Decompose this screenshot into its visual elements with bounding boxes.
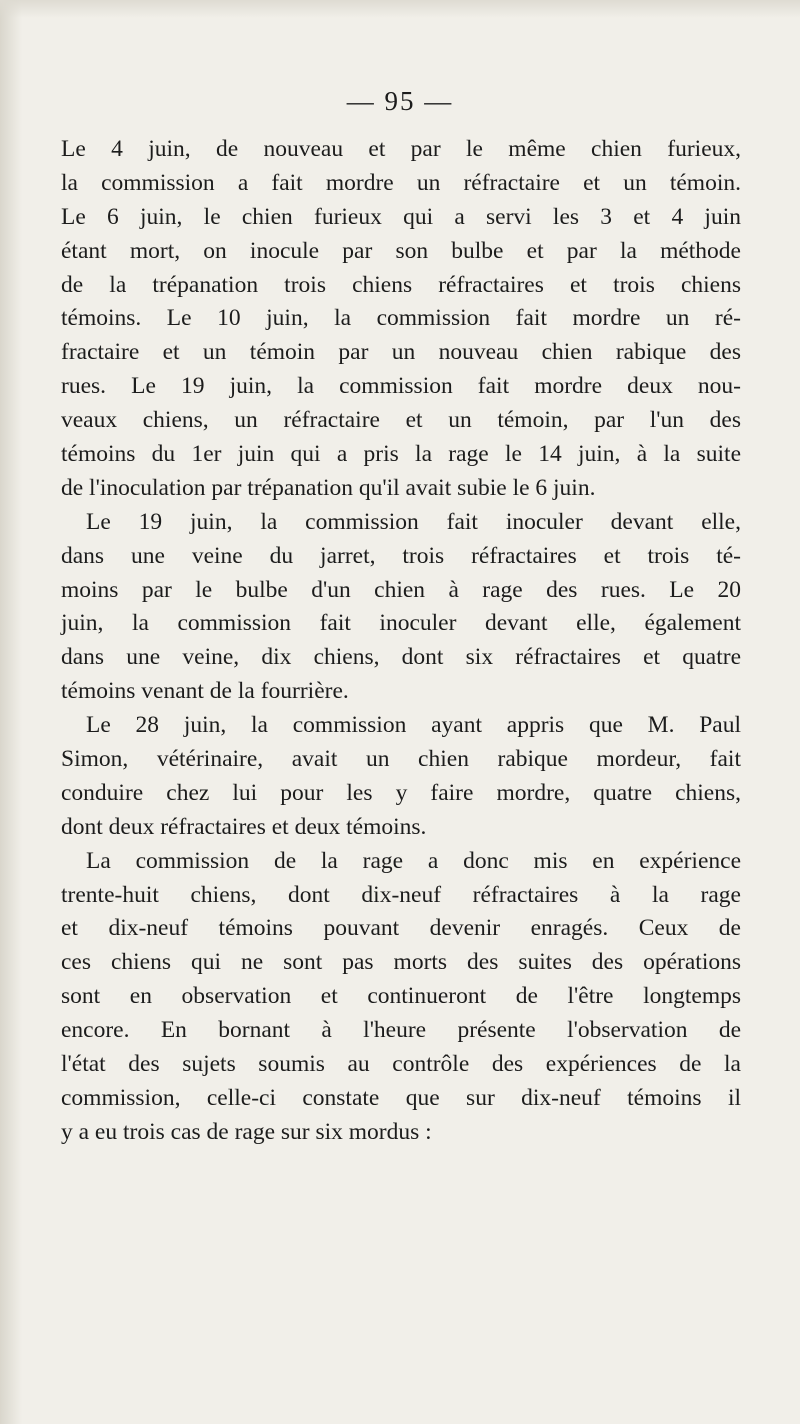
text-line: dans une veine, dix chiens, dont six réfractaires et quatre [61, 644, 741, 671]
text-line: La commission de la rage a donc mis en expérience [86, 847, 741, 874]
text-line: trente-huit chiens, dont dix-neuf réfractaires à la rage [61, 881, 741, 908]
text-line: commission, celle-ci constate que sur dix-neuf témoins il [61, 1084, 741, 1111]
text-line: Le 19 juin, la commission fait inoculer devant elle, [86, 508, 741, 535]
text-line: conduire chez lui pour les y faire mordre, quatre chiens, [61, 779, 741, 806]
paragraph [61, 133, 741, 506]
text-line: témoins. Le 10 juin, la commission fait mordre un ré- [61, 305, 741, 332]
text-line: veaux chiens, un réfractaire et un témoin, par l'un des [61, 407, 741, 434]
page-top-shadow [0, 0, 800, 18]
text-line: dans une veine du jarret, trois réfractaires et trois té- [61, 542, 741, 569]
page-edge-shadow [0, 0, 22, 1424]
paragraph [61, 709, 741, 845]
text-line: Le 28 juin, la commission ayant appris que M. Paul [86, 712, 741, 739]
text-line: encore. En bornant à l'heure présente l'observation de [61, 1017, 741, 1044]
text-line: ces chiens qui ne sont pas morts des suites des opérations [61, 949, 741, 976]
text-line: sont en observation et continueront de l'être longtemps [61, 983, 741, 1010]
text-line: Le 6 juin, le chien furieux qui a servi les 3 et 4 juin [61, 203, 741, 230]
text-line: rues. Le 19 juin, la commission fait mordre deux nou- [61, 373, 741, 400]
text-line: de l'inoculation par trépanation qu'il avait subie le 6 juin. [61, 474, 596, 501]
text-line: l'état des sujets soumis au contrôle des expériences de la [61, 1051, 741, 1078]
text-line: y a eu trois cas de rage sur six mordus : [61, 1118, 432, 1145]
text-line: juin, la commission fait inoculer devant elle, également [61, 610, 741, 637]
text-line: dont deux réfractaires et deux témoins. [61, 813, 427, 840]
text-line: de la trépanation trois chiens réfractaires et trois chiens [61, 271, 741, 298]
text-line: Le 4 juin, de nouveau et par le même chien furieux, [61, 136, 741, 162]
text-line: Simon, vétérinaire, avait un chien rabique mordeur, fait [61, 746, 741, 773]
text-line: témoins venant de la fourrière. [61, 678, 349, 705]
text-line: étant mort, on inocule par son bulbe et par la méthode [61, 237, 741, 264]
page-number: — 95 — [346, 86, 454, 116]
body-text [61, 133, 741, 1150]
text-line: témoins du 1er juin qui a pris la rage le 14 juin, à la suite [61, 441, 741, 468]
paragraph [61, 506, 741, 709]
paragraph [61, 845, 741, 1150]
text-line: la commission a fait mordre un réfractaire et un témoin. [61, 169, 741, 196]
text-line: et dix-neuf témoins pouvant devenir enragés. Ceux de [61, 915, 741, 942]
text-line: moins par le bulbe d'un chien à rage des rues. Le 20 [61, 576, 741, 603]
text-line: fractaire et un témoin par un nouveau chien rabique des [61, 339, 741, 366]
